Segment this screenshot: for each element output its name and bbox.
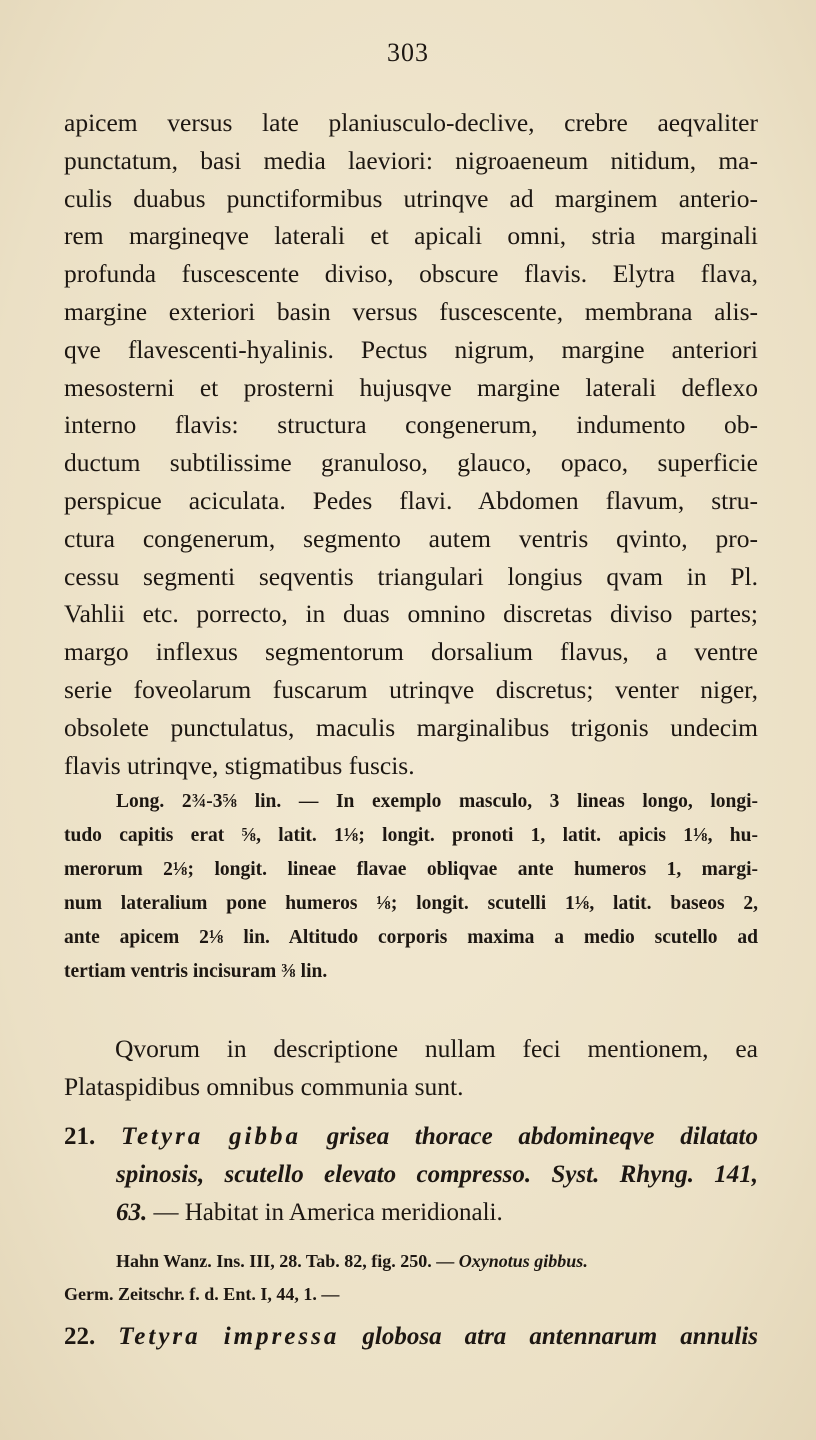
text-line: ductum subtilissime granuloso, glauco, opaco, superficie bbox=[64, 448, 758, 478]
syst-reference: Syst. Rhyng. 141, bbox=[551, 1161, 759, 1188]
genus-name: Tetyra bbox=[120, 1123, 204, 1150]
habitat-text: — Habitat in America meridionali. bbox=[153, 1199, 503, 1226]
measure-line: tertiam ventris incisuram ⅜ lin. bbox=[64, 961, 328, 982]
note-line: Qvorum in descriptione nullam feci mentionem, ea bbox=[115, 1034, 758, 1063]
measurements-paragraph bbox=[64, 785, 758, 989]
species-name: impressa bbox=[223, 1323, 340, 1350]
measure-line: num lateralium pone humeros ⅛; longit. scutelli 1⅛, latit. baseos 2, bbox=[64, 893, 758, 914]
species-entry-21 bbox=[64, 1118, 758, 1232]
diagnosis-text: globosa atra antennarum annulis bbox=[362, 1323, 759, 1350]
genus-name: Tetyra bbox=[118, 1323, 201, 1350]
text-line: cessu segmenti seqventis triangulari longius qvam in Pl. bbox=[64, 561, 758, 591]
species-habitat bbox=[64, 1194, 758, 1232]
text-line: perspicue aciculata. Pedes flavi. Abdomen flavum, stru- bbox=[64, 485, 758, 515]
text-line: interno flavis: structura congenerum, indumento ob- bbox=[64, 410, 758, 440]
species-entry-22 bbox=[64, 1318, 758, 1356]
reference-text: Hahn Wanz. Ins. III, 28. Tab. 82, fig. 250. — bbox=[116, 1251, 455, 1271]
text-line: ctura congenerum, segmento autem ventris qvinto, pro- bbox=[64, 523, 758, 553]
species-diagnosis bbox=[64, 1156, 758, 1194]
text-line: apicem versus late planiusculo-declive, crebre aeqvaliter bbox=[64, 108, 758, 137]
description-paragraph bbox=[64, 104, 758, 784]
note-line: Plataspidibus omnibus communia sunt. bbox=[64, 1071, 464, 1101]
species-name: gibba bbox=[229, 1123, 301, 1150]
text-line: Vahlii etc. porrecto, in duas omnino discretas diviso partes; bbox=[64, 599, 758, 629]
text-line: culis duabus punctiformibus utrinqve ad marginem anterio- bbox=[64, 183, 758, 213]
page-number: 303 bbox=[387, 38, 429, 67]
reference-line bbox=[64, 1245, 758, 1278]
text-line: obsolete punctulatus, maculis marginalibus trigonis undecim bbox=[64, 712, 758, 742]
text-line: profunda fuscescente diviso, obscure flavis. Elytra flava, bbox=[64, 259, 758, 289]
measure-line: Long. 2¾-3⅝ lin. — In exemplo masculo, 3 lineas longo, longi- bbox=[116, 791, 758, 812]
diagnosis-text: grisea thorace abdomineqve dilatato bbox=[326, 1123, 758, 1150]
reference-number: 63. bbox=[116, 1199, 148, 1226]
text-line: flavis utrinqve, stigmatibus fuscis. bbox=[64, 750, 415, 780]
text-line: punctatum, basi media laeviori: nigroaeneum nitidum, ma- bbox=[64, 145, 758, 175]
text-line: serie foveolarum fuscarum utrinqve discretus; venter niger, bbox=[64, 674, 758, 704]
text-line: rem margineqve laterali et apicali omni, stria marginali bbox=[64, 221, 758, 251]
diagnosis-text: spinosis, scutello elevato compresso. bbox=[116, 1161, 532, 1188]
species-heading bbox=[64, 1318, 758, 1356]
literature-references bbox=[64, 1245, 758, 1311]
reference-line: Germ. Zeitschr. f. d. Ent. I, 44, 1. — bbox=[64, 1284, 340, 1304]
text-line: margo inflexus segmentorum dorsalium flavus, a ventre bbox=[64, 637, 758, 667]
text-line: margine exteriori basin versus fuscescente, membrana alis- bbox=[64, 296, 758, 326]
text-line: qve flavescenti-hyalinis. Pectus nigrum, margine anteriori bbox=[64, 334, 758, 364]
note-paragraph bbox=[64, 1030, 758, 1106]
measure-line: merorum 2⅛; longit. lineae flavae obliqvae ante humeros 1, margi- bbox=[64, 859, 758, 880]
measure-line: ante apicem 2⅛ lin. Altitudo corporis maxima a medio scutello ad bbox=[64, 927, 758, 948]
species-number: 22. bbox=[64, 1323, 96, 1350]
species-number: 21. bbox=[64, 1123, 96, 1150]
synonym-name: Oxynotus gibbus. bbox=[458, 1251, 588, 1271]
measure-line: tudo capitis erat ⅝, latit. 1⅛; longit. pronoti 1, latit. apicis 1⅛, hu- bbox=[64, 825, 758, 846]
species-heading bbox=[64, 1118, 758, 1156]
text-line: mesosterni et prosterni hujusqve margine laterali deflexo bbox=[64, 372, 758, 402]
